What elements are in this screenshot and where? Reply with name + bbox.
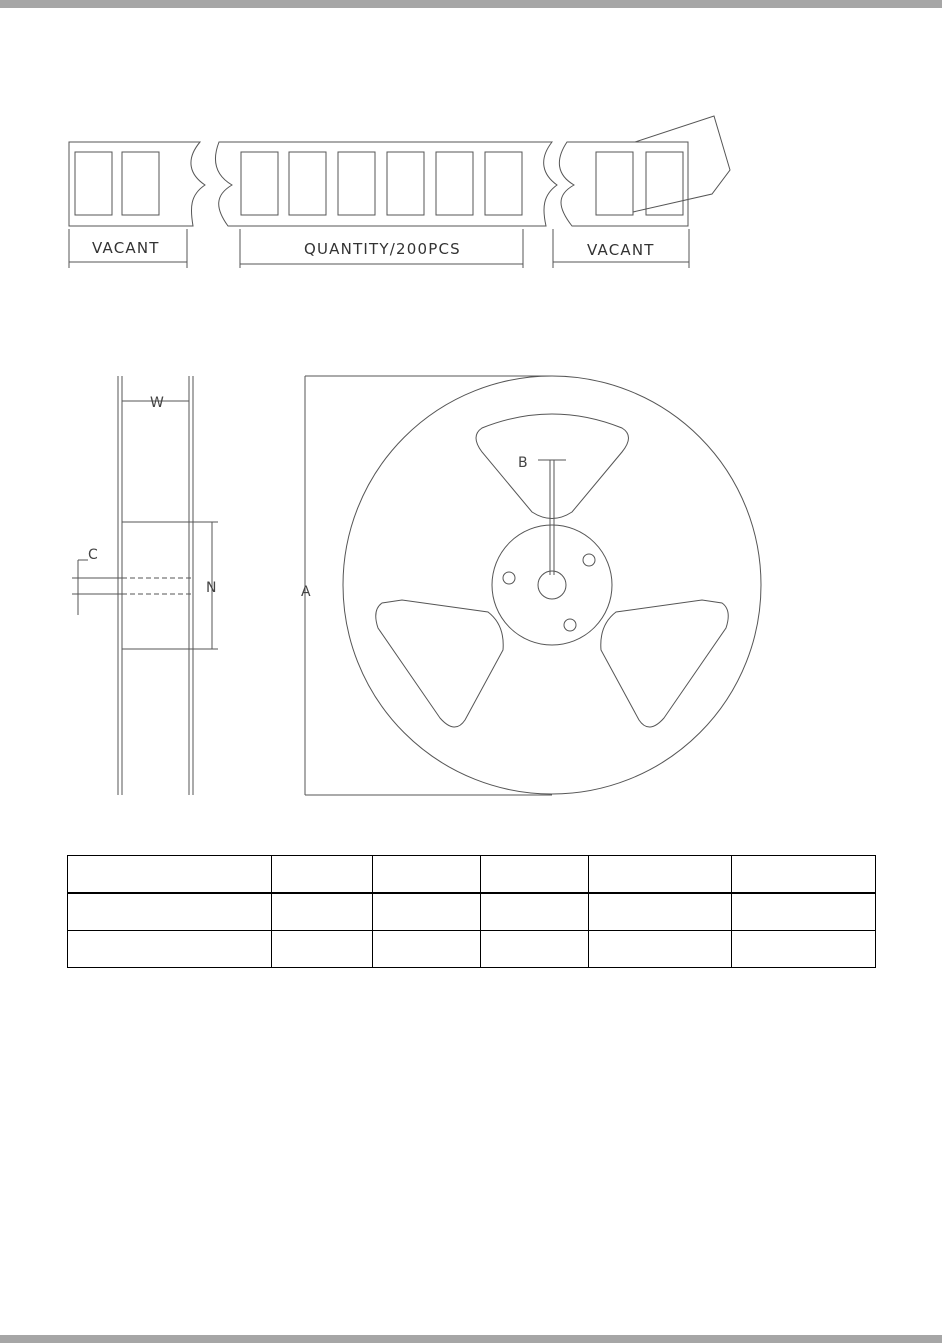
table-cell xyxy=(373,856,481,894)
table-cell xyxy=(272,931,373,968)
table-cell xyxy=(732,931,876,968)
table-cell xyxy=(481,931,589,968)
tape-segment-left xyxy=(69,142,205,226)
dimension-n-label: N xyxy=(206,580,217,596)
table-cell xyxy=(589,856,732,894)
table-row xyxy=(68,893,876,931)
table-row xyxy=(68,931,876,968)
reel-side-view xyxy=(72,376,218,795)
tape-segment-middle xyxy=(215,142,557,226)
dimension-w-label: W xyxy=(150,395,164,411)
dimension-a-label: A xyxy=(301,584,311,600)
table-cell xyxy=(272,893,373,931)
table-cell xyxy=(732,856,876,894)
table-cell xyxy=(373,931,481,968)
bottom-page-bar xyxy=(0,1335,942,1343)
table-cell xyxy=(481,856,589,894)
vacant-left-label: VACANT xyxy=(92,239,160,257)
table-cell xyxy=(732,893,876,931)
table-cell xyxy=(373,893,481,931)
table-cell xyxy=(481,893,589,931)
table-header-row xyxy=(68,856,876,894)
table-cell xyxy=(589,893,732,931)
dimension-b-label: B xyxy=(518,455,528,471)
table-cell xyxy=(68,856,272,894)
dimension-c-label: C xyxy=(88,547,98,563)
reel-front-view xyxy=(305,376,761,795)
table-cell xyxy=(68,931,272,968)
vacant-right-label: VACANT xyxy=(587,241,655,259)
table-cell xyxy=(68,893,272,931)
tape-segment-right xyxy=(559,116,730,226)
reel-dimension-table xyxy=(67,855,876,968)
quantity-label: QUANTITY/200PCS xyxy=(304,240,461,258)
table-cell xyxy=(272,856,373,894)
table-cell xyxy=(589,931,732,968)
